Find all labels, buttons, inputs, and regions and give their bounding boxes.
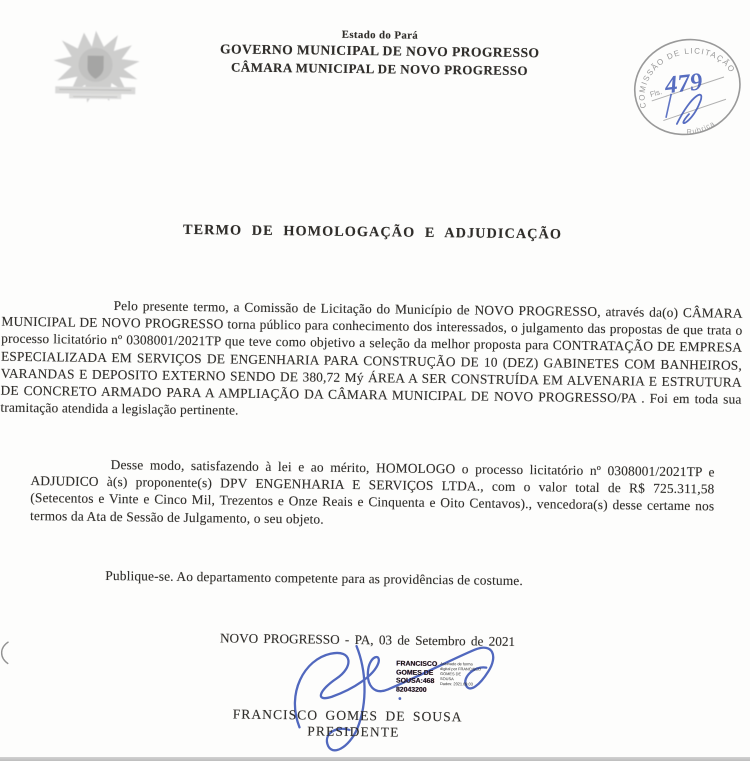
svg-text:Rubrica	[684, 118, 717, 138]
handwritten-signature	[259, 635, 563, 761]
document-title: TERMO DE HOMOLOGAÇÃO E ADJUDICAÇÃO	[182, 221, 563, 243]
digsig-right-line: SOUSA	[440, 676, 454, 682]
scan-artifact-mark	[0, 640, 13, 666]
signatory-role: PRESIDENTE	[307, 723, 400, 740]
digsig-right-line: Dados: 2021.09.03	[439, 681, 473, 687]
digsig-left-line: GOMES DE	[396, 669, 434, 677]
document-letterhead	[154, 27, 605, 80]
scan-bottom-edge	[0, 757, 750, 761]
digsig-right-line: GOMES DE	[440, 671, 462, 677]
stamp-arc-top-text: COMISSÃO DE LICITAÇÃO	[637, 46, 737, 110]
digsig-left-line: FRANCISCO	[396, 660, 438, 669]
letterhead-government: GOVERNO MUNICIPAL DE NOVO PROGRESSO	[220, 41, 540, 61]
digital-signature-name-block	[396, 661, 437, 696]
paragraph-homologation: Desse modo, satisfazendo à lei e ao mérito, HOMOLOGO o processo licitatório nº 0308001/2021TP e ADJUDICO à(s) proponente(s) DPV ENGENHARIA E SERVIÇOS LTDA., com o valor total de R$ 725.311,58 (Setecentos e Vinte e Cinco Mil, Trezentos e Onze Reais e Cinquenta e Oito Centavos)., vencedora(s) desse certame nos termos da Ata de Sessão de Julgamento, o seu objeto.	[29, 457, 715, 527]
digital-signature-details-block	[440, 661, 500, 687]
paragraph-preamble: Pelo presente termo, a Comissão de Licitação do Município de NOVO PROGRESSO, através da(o) CÂMARA MUNICIPAL DE NOVO PROGRESSO torna público para conhecimento dos interessados, o julgamento das propostas de que trata o processo licitatório nº 0308001/2021TP que teve como objetivo a seleção da melhor proposta para CONTRATAÇÃO DE EMPRESA ESPECIALIZADA EM SERVIÇOS DE ENGENHARIA PARA CONSTRUÇÃO DE 10 (DEZ) GABINETES COM BANHEIROS, VARANDAS E DEPOSITO EXTERNO SENDO DE 380,72 Mý ÁREA A SER CONSTRUÍDA EM ALVENARIA E ESTRUTURA DE CONCRETO ARMADO PARA A AMPLIAÇÃO DA CÂMARA MUNICIPAL DE NOVO PROGRESSO/PA . Foi em toda sua tramitação atendida a legislação pertinente.	[0, 298, 743, 418]
stamp-fls-number-handwritten: 479	[663, 68, 704, 100]
stamp-arc-bottom-text: Rubrica	[686, 118, 717, 137]
letterhead-state: Estado do Pará	[341, 28, 419, 42]
digsig-left-line: SOUSA:468	[396, 677, 435, 686]
signatory-name: FRANCISCO GOMES DE SOUSA	[232, 706, 463, 725]
letterhead-chamber: CÂMARA MUNICIPAL DE NOVO PROGRESSO	[230, 59, 529, 79]
dateline: NOVO PROGRESSO - PA, 03 de Setembro de 2021	[219, 630, 516, 649]
stamp-icon	[625, 29, 750, 145]
municipal-coat-of-arms	[49, 30, 144, 115]
digsig-right-line: digital por FRANCISCO	[440, 666, 482, 672]
paragraph-publish-order: Publique-se. Ao departamento competente para as providências de costume.	[105, 567, 523, 589]
scan-artifact-icon	[0, 640, 13, 666]
digsig-right-line: Assinado de forma	[440, 661, 473, 667]
signature-pen-dot	[398, 697, 401, 700]
signature-ink-icon	[259, 635, 563, 761]
coat-of-arms-icon	[49, 30, 144, 115]
digsig-left-line: 82043200	[395, 686, 427, 695]
stamp-fls-label: Fls.	[648, 87, 663, 99]
stamp-rubric-signature	[677, 94, 701, 124]
stamp-rubric-line	[662, 99, 727, 120]
licitation-commission-stamp	[625, 29, 750, 145]
digital-signature-stamp	[396, 661, 500, 697]
